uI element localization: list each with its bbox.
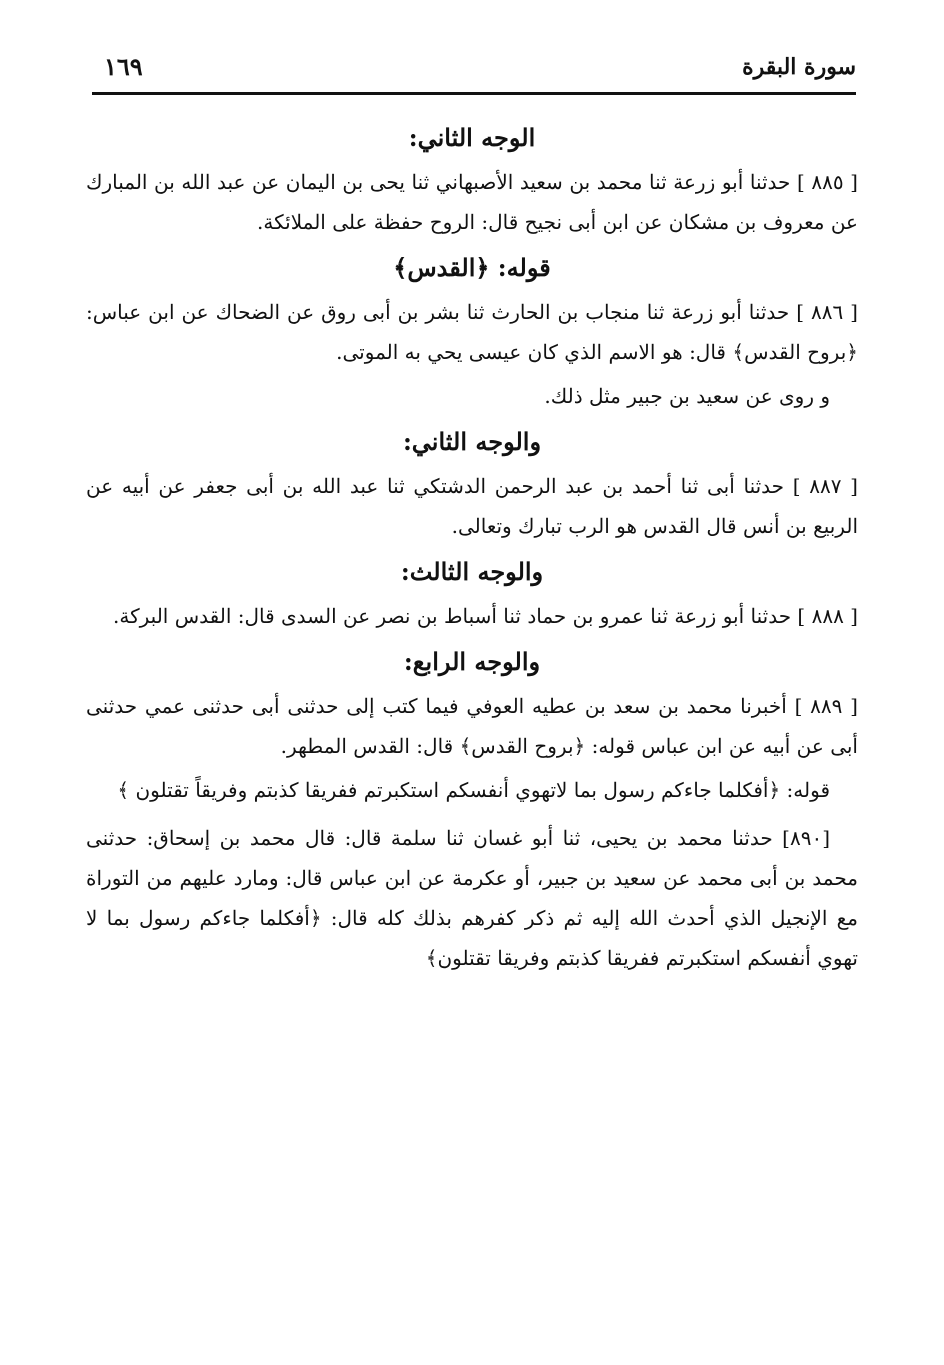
note-paragraph: و روى عن سعيد بن جبير مثل ذلك. [544, 384, 830, 408]
hadith-paragraph: [٨٩٠] حدثنا محمد بن يحيى، ثنا أبو غسان ثنا سلمة قال: قال محمد بن إسحاق: حدثنى محمد بن أبى محمد عن سعيد بن جبير، أو عكرمة عن ابن عباس قال: ومارد عليهم من التوراة مع الإنجيل الذي أحدث الله إليه ثم ذكر كفرهم بذلك كله قال: ﴿أفكلما جاءكم رسول بما لا تهوي أنفسكم استكبرتم ففريقا كذبتم وفريقا تقتلون﴾ [86, 826, 858, 970]
hadith-paragraph: [ ٨٨٥ ] حدثنا أبو زرعة ثنا محمد بن سعيد الأصبهاني ثنا يحى بن اليمان عن عبد الله بن المبارك عن معروف بن مشكان عن ابن أبى نجيح قال: الروح حفظة على الملائكة. [86, 170, 858, 234]
hadith-paragraph: [ ٨٨٦ ] حدثنا أبو زرعة ثنا منجاب بن الحارث ثنا بشر بن أبى روق عن الضحاك عن ابن عباس: ﴿بروح القدس﴾ قال: هو الاسم الذي كان عيسى يحي به الموتى. [86, 300, 858, 364]
section-heading: الوجه الثاني: [408, 123, 536, 152]
section-heading: والوجه الثالث: [400, 557, 544, 586]
body-text [86, 112, 858, 982]
page-number: ١٦٩ [104, 52, 143, 81]
hadith-paragraph: [ ٨٨٧ ] حدثنا أبى ثنا أحمد بن عبد الرحمن الدشتكي ثنا عبد الله بن أبى جعفر عن أبيه عن الربيع بن أنس قال القدس هو الرب تبارك وتعالى. [86, 474, 858, 538]
running-title: سورة البقرة [742, 54, 856, 80]
verse-paragraph: قوله: ﴿أفكلما جاءكم رسول بما لاتهوي أنفسكم استكبرتم ففريقا كذبتم وفريقاً تقتلون ﴾ [117, 778, 830, 802]
section-heading: قوله: ﴿القدس﴾ [393, 253, 551, 282]
hadith-paragraph: [ ٨٨٨ ] حدثنا أبو زرعة ثنا عمرو بن حماد ثنا أسباط بن نصر عن السدى قال: القدس البركة. [113, 604, 858, 628]
running-header [92, 52, 856, 95]
section-heading: والوجه الثاني: [402, 427, 542, 456]
section-heading: والوجه الرابع: [403, 647, 541, 676]
hadith-paragraph: [ ٨٨٩ ] أخبرنا محمد بن سعد بن عطيه العوفي فيما كتب إلى حدثنى أبى حدثنى عمي حدثنى أبى عن أبيه عن ابن عباس قوله: ﴿بروح القدس﴾ قال: القدس المطهر. [86, 694, 858, 758]
